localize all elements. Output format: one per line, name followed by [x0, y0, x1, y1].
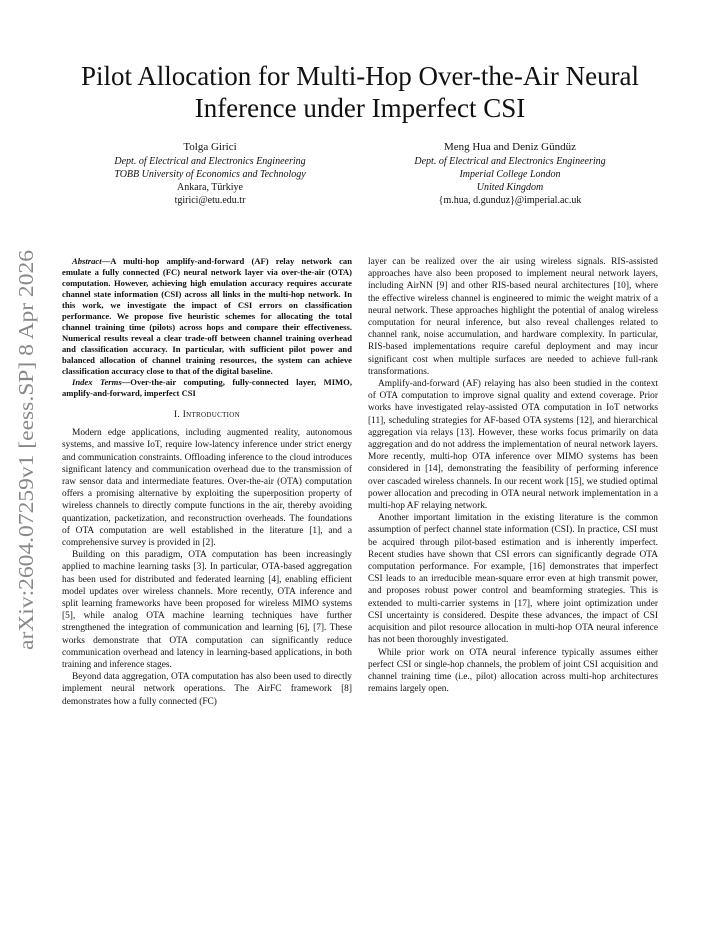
author-list [60, 140, 660, 220]
author-location: United Kingdom [476, 182, 544, 193]
author-location: Ankara, Türkiye [177, 182, 243, 193]
abstract [62, 256, 352, 377]
paragraph: Beyond data aggregation, OTA computation has also been used to directly implement neural network operations. The AirFC framework [8] demonstrates how a fully connected (FC) [62, 672, 352, 707]
author-institution: TOBB University of Economics and Technology [114, 169, 306, 180]
author-name: Tolga Girici [183, 141, 237, 153]
author-dept: Dept. of Electrical and Electronics Engineering [414, 156, 606, 167]
abstract-label: Abstract [72, 256, 102, 266]
author-email: {m.hua, d.gunduz}@imperial.ac.uk [438, 195, 582, 206]
arxiv-identifier [8, 250, 44, 650]
author-dept: Dept. of Electrical and Electronics Engineering [114, 156, 306, 167]
index-terms-text: —Over-the-air computing, fully-connected layer, MIMO, amplify-and-forward, imperfect CSI [62, 377, 352, 398]
paragraph: Building on this paradigm, OTA computation has been increasingly applied to machine learning tasks [3]. In particular, OTA-based aggregation has been used for distributed and federated learning [4], enabling efficient model updates over wireless channels. More recently, OTA inference and split learning frameworks have been proposed for wireless MIMO systems [5], while analog OTA machine learning techniques have further strengthened the integration of communication and learning [6], [7]. These works demonstrate that OTA computation can significantly reduce communication overhead and latency in learning-based applications, in both training and inference stages. [62, 550, 352, 671]
paragraph: Modern edge applications, including augmented reality, autonomous systems, and massive IoT, require low-latency inference under strict energy and communication constraints. Offloading inference to the cloud introduces significant latency and communication overhead due to the transmission of raw sensor data and intermediate features. Over-the-air (OTA) computation offers a promising alternative by exploiting the superposition property of wireless channels to directly compute functions in the air, thereby avoiding quantization, packetization, and reconstruction overheads. The foundations of OTA computation are well established in the literature [1], and a comprehensive survey is provided in [2]. [62, 428, 352, 549]
paper-title: Pilot Allocation for Multi-Hop Over-the-Air Neural Inference under Imperfect CSI [80, 61, 640, 123]
section-heading: I. Introduction [174, 410, 240, 420]
author-institution: Imperial College London [459, 169, 561, 180]
abstract-text: —A multi-hop amplify-and-forward (AF) relay network can emulate a fully connected (FC) neural network layer via over-the-air (OTA) computation. However, achieving high emulation accuracy requires accurate channel state information (CSI) across all links in the multi-hop network. In this work, we investigate the impact of CSI errors on classification performance. We propose five heuristic schemes for allocating the total channel training time (pilots) across hops and compare their effectiveness. Numerical results reveal a clear trade-off between channel training overhead and classification accuracy. In particular, with sufficient pilot power and balanced allocation of channel training resources, the system can achieve classification accuracy close to that of the digital baseline. [62, 256, 352, 376]
author-block-1 [60, 140, 360, 207]
index-terms-label: Index Terms [72, 377, 122, 387]
paragraph: layer can be realized over the air using wireless signals. RIS-assisted approaches have also been proposed to implement neural network layers, including AirNN [9] and other RIS-based neural architectures [10], where the effective wireless channel is engineered to mimic the weight matrix of a neural network. These approaches highlight the potential of analog wireless computation for neural inference, but also reveal challenges related to channel rank, noise accumulation, and hardware complexity. In particular, RIS-based implementations require careful deployment and may incur significant cost when multiple surfaces are needed to achieve full-rank transformations. [368, 257, 658, 377]
arxiv-identifier-text: arXiv:2604.07259v1 [eess.SP] 8 Apr 2026 [14, 293, 38, 650]
paragraph: While prior work on OTA neural inference typically assumes either perfect CSI or single-hop channels, the problem of joint CSI acquisition and channel training time (i.e., pilot) allocation across multi-hop architectures remains largely open. [368, 647, 658, 695]
paragraph: Another important limitation in the existing literature is the common assumption of perfect channel state information (CSI). In practice, CSI must be acquired through pilot-based estimation and is inherently imperfect. Recent studies have shown that CSI errors can significantly degrade OTA computation performance. For example, [16] demonstrates that imperfect CSI leads to an irreducible mean-square error even at high transmit power, and proposes robust power control and beamforming strategies. This is extended to multi-carrier systems in [17], where joint optimization under CSI uncertainty is considered. Despite these advances, the impact of CSI acquisition and pilot resource allocation in multi-hop OTA neural inference has not been thoroughly investigated. [368, 513, 658, 646]
right-column [368, 256, 658, 695]
author-name: Meng Hua and Deniz Gündüz [444, 141, 576, 153]
author-block-2 [360, 140, 660, 207]
author-email: tgirici@etu.edu.tr [174, 195, 246, 206]
left-column [62, 256, 352, 708]
index-terms [62, 377, 352, 399]
paragraph: Amplify-and-forward (AF) relaying has also been studied in the context of OTA computation to improve signal quality and extend coverage. Prior works have investigated relay-assisted OTA computation in IoT networks [11], scheduling strategies for AF-based OTA systems [12], and hierarchical aggregation via relays [13]. However, these works focus primarily on data aggregation and do not address the implementation of neural network layers. More recently, multi-hop OTA inference over MIMO systems has been considered in [14], demonstrating the feasibility of performing inference over cascaded wireless channels. In our recent work [15], we studied optimal power allocation and precoding in OTA neural network implementation in a multi-hop AF relaying network. [368, 379, 658, 512]
